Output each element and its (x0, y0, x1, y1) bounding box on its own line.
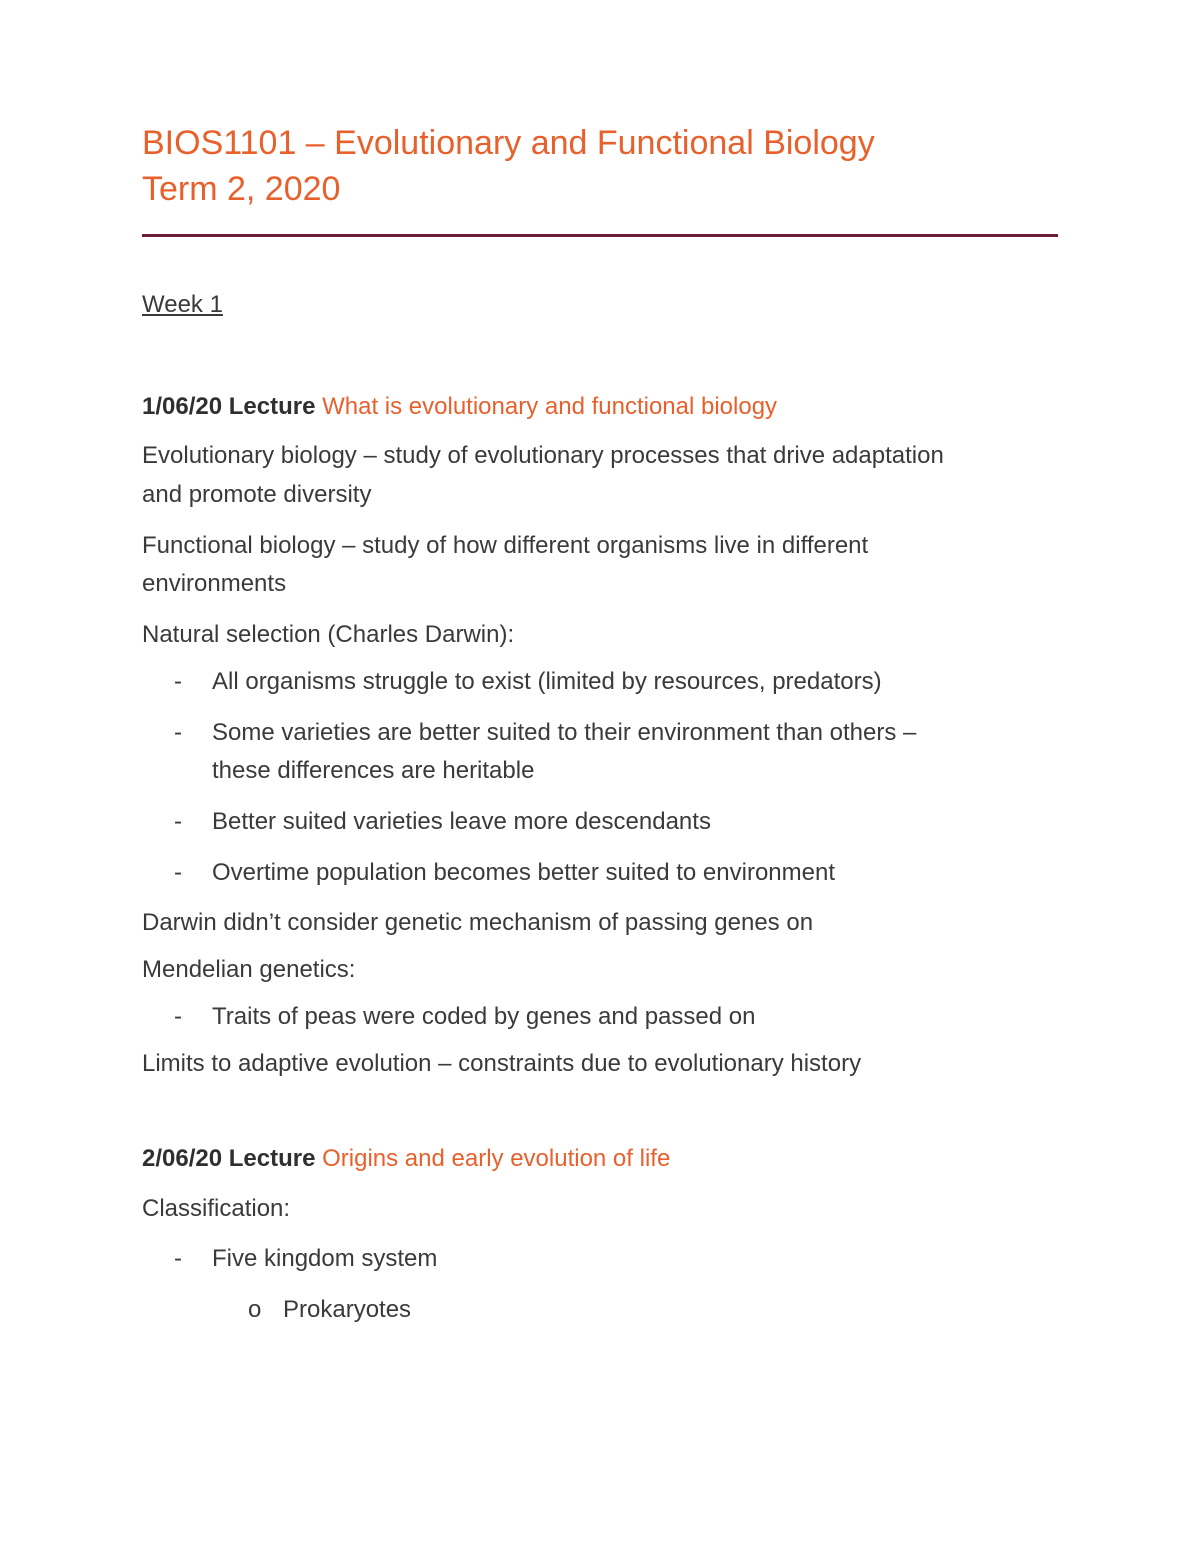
paragraph: Functional biology – study of how different organisms live in different (142, 532, 869, 559)
title-term: Term 2, 2020 (142, 170, 341, 208)
lecture-heading-1 (142, 388, 777, 426)
paragraph: Evolutionary biology – study of evolutionary processes that drive adaptation (142, 442, 944, 469)
paragraph: Natural selection (Charles Darwin): (142, 621, 515, 648)
lecture-heading-2 (142, 1140, 670, 1178)
bullet-text: Traits of peas were coded by genes and passed on (212, 1003, 756, 1030)
lecture-date: 1/06/20 Lecture (142, 393, 316, 420)
paragraph: Mendelian genetics: (142, 956, 356, 983)
sub-bullet-marker: o (248, 1296, 262, 1323)
lecture-topic: Origins and early evolution of life (322, 1145, 671, 1172)
title-course: BIOS1101 – Evolutionary and Functional Biology (142, 124, 875, 162)
lecture-date: 2/06/20 Lecture (142, 1145, 316, 1172)
bullet-text: Some varieties are better suited to their environment than others – (212, 719, 917, 746)
bullet-marker: - (174, 1003, 182, 1030)
week-heading: Week 1 (142, 291, 223, 318)
bullet-marker: - (174, 808, 182, 835)
bullet-text: Prokaryotes (283, 1296, 412, 1323)
title-divider (142, 234, 1058, 237)
bullet-marker: - (174, 719, 182, 746)
bullet-text: Overtime population becomes better suited to environment (212, 859, 836, 886)
bullet-text: these differences are heritable (212, 757, 535, 784)
document-title (142, 120, 1062, 212)
paragraph: Darwin didn’t consider genetic mechanism of passing genes on (142, 909, 814, 936)
paragraph: and promote diversity (142, 481, 372, 508)
paragraph: Limits to adaptive evolution – constraints due to evolutionary history (142, 1050, 862, 1077)
bullet-text: All organisms struggle to exist (limited by resources, predators) (212, 668, 882, 695)
paragraph: environments (142, 570, 287, 597)
bullet-text: Five kingdom system (212, 1245, 438, 1272)
paragraph: Classification: (142, 1195, 291, 1222)
lecture-topic: What is evolutionary and functional biology (322, 393, 778, 420)
bullet-marker: - (174, 668, 182, 695)
bullet-marker: - (174, 1245, 182, 1272)
bullet-marker: - (174, 859, 182, 886)
bullet-text: Better suited varieties leave more descendants (212, 808, 711, 835)
